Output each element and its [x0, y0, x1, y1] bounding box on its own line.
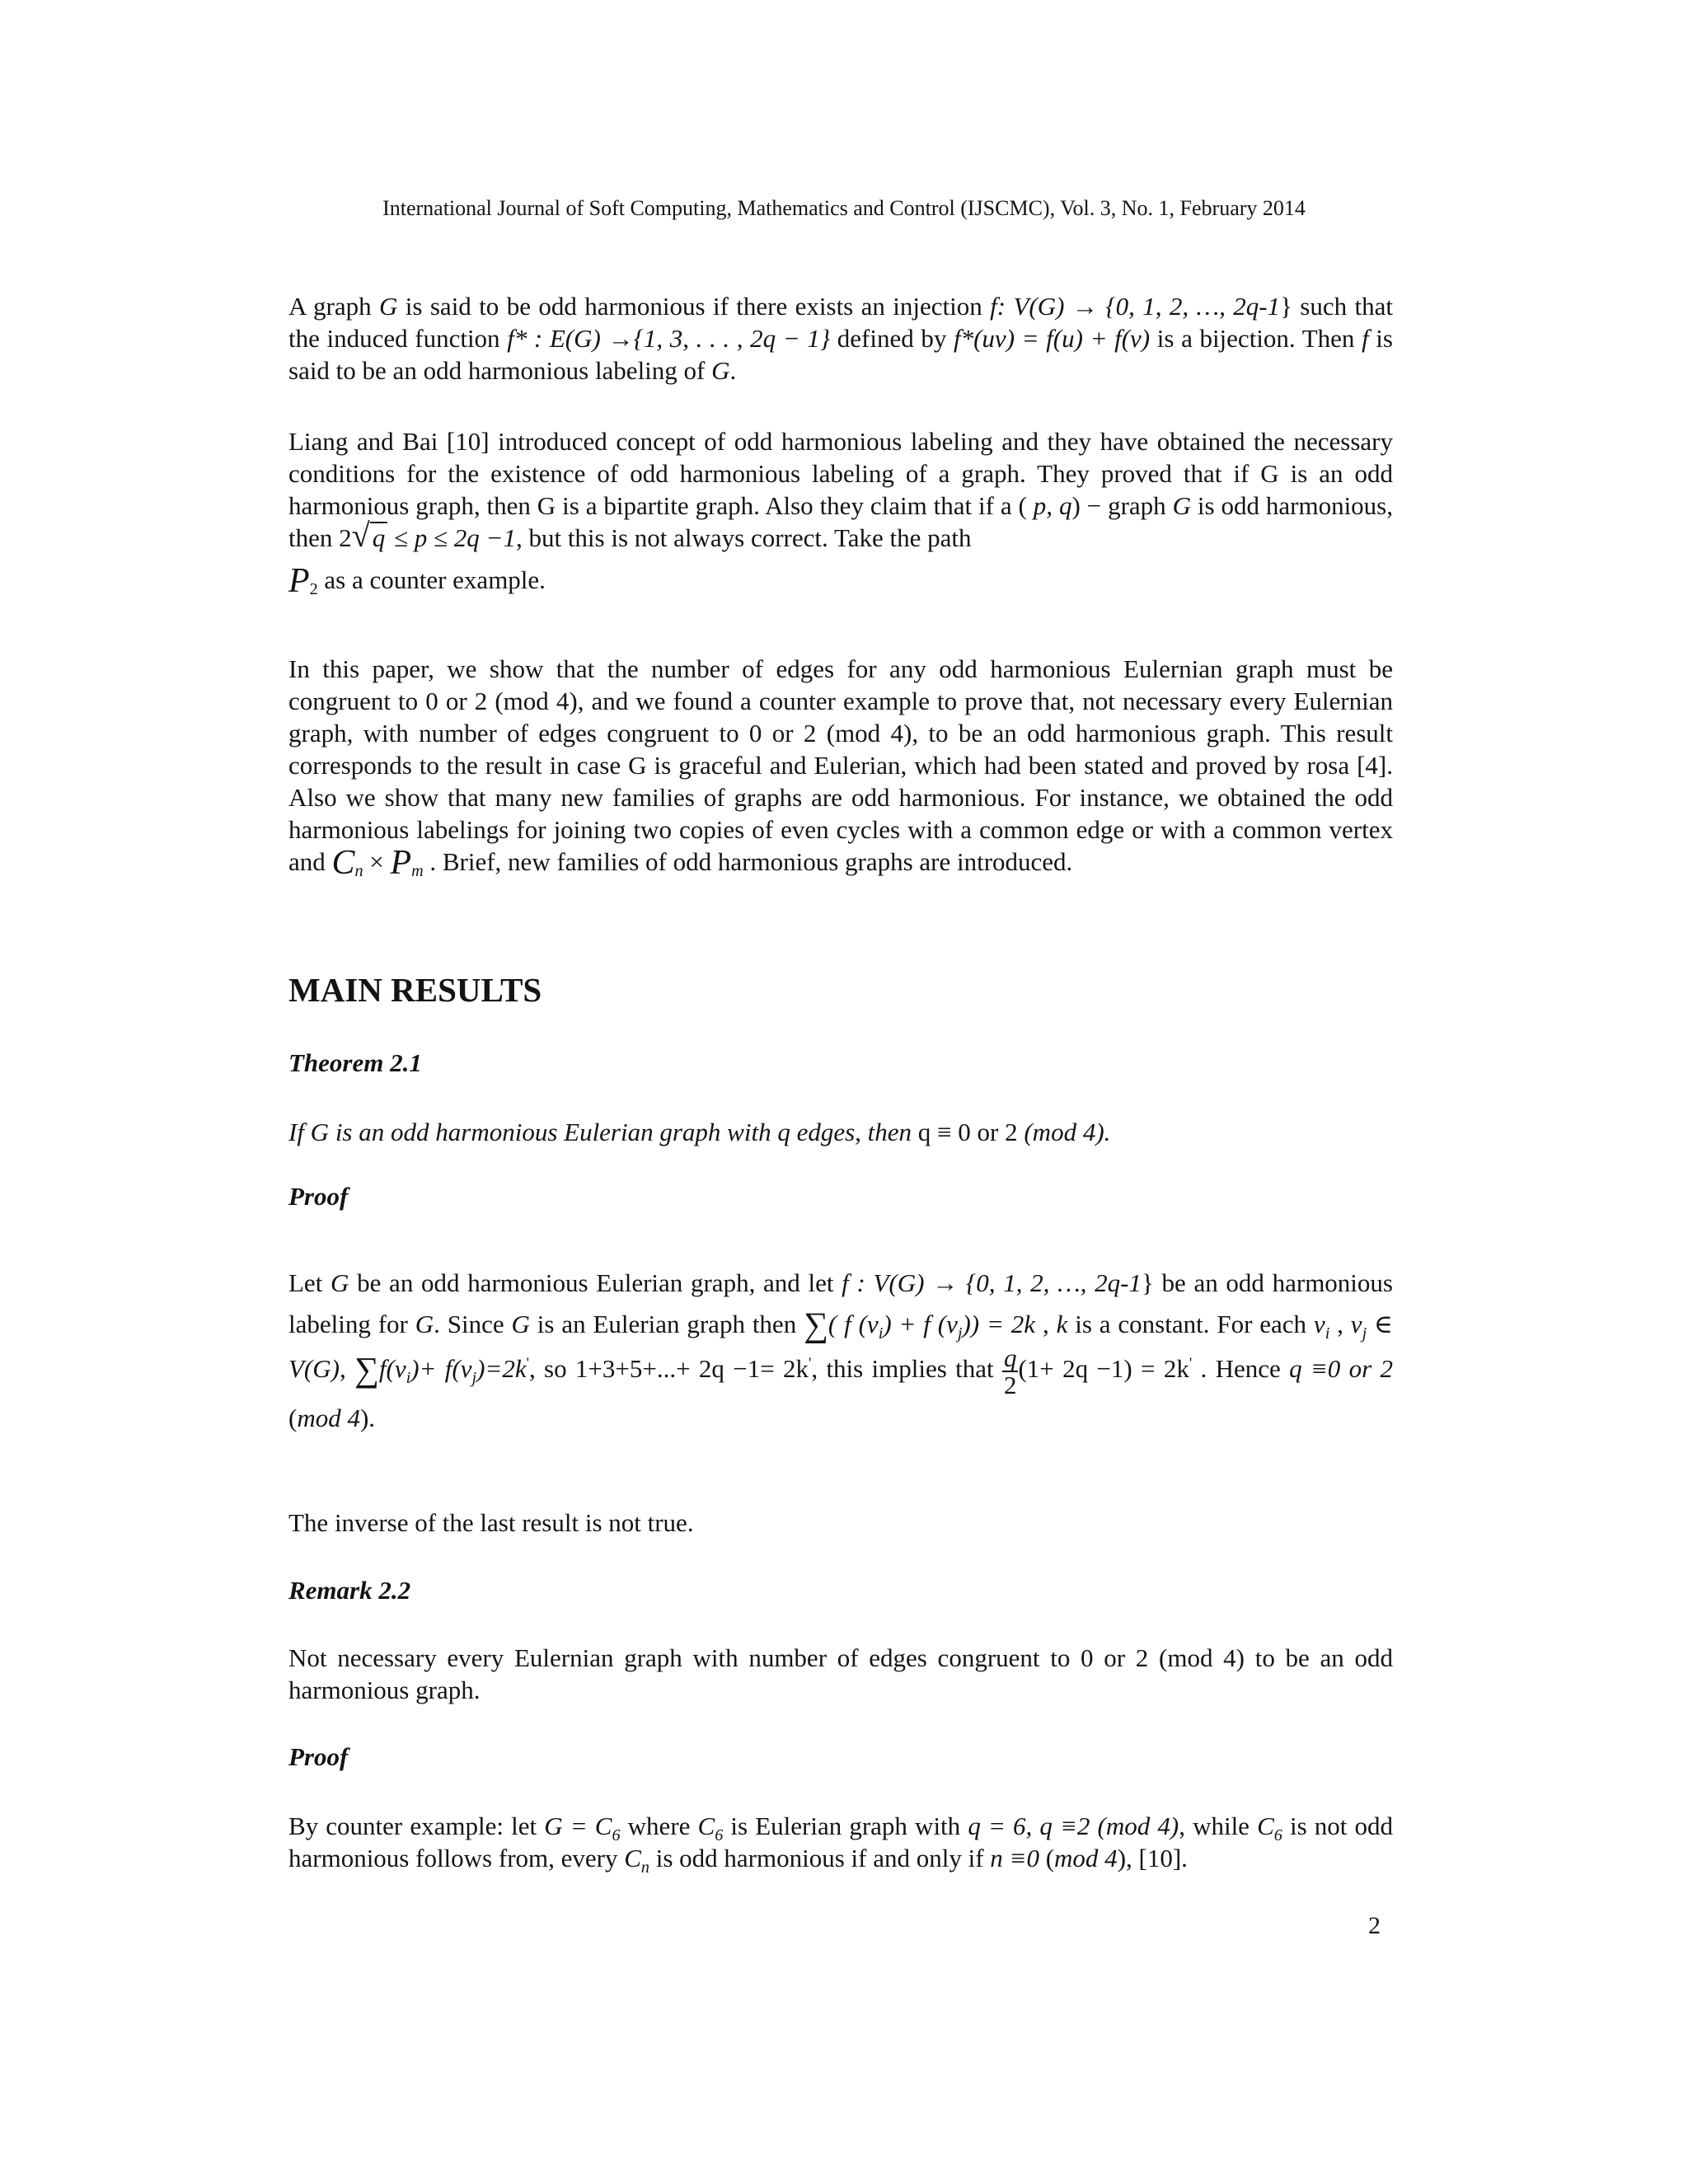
sqrt-inequality: 2√q ≤ p ≤ 2q −1: [339, 517, 516, 554]
remark-title: Remark 2.2: [288, 1576, 411, 1605]
definition-paragraph: A graph G is said to be odd harmonious if there exists an injection f: V(G) → {0, 1, 2, …, 2q-1} such that the induced function f* : E(G) →{1, 3, . . . , 2q − 1} defined by f*(uv) = f(u) + f(v) is a bijection. Then f is said to be an odd harmonious labeling of G.: [288, 292, 1393, 385]
remark-statement: Not necessary every Eulernian graph with number of edges congruent to 0 or 2 (mod 4) to be an odd harmonious graph.: [288, 1643, 1393, 1704]
proof-paragraph-1: Let G be an odd harmonious Eulerian graph, and let f : V(G) → {0, 1, 2, …, 2q-1} be an odd harmonious labeling for G. Since G is an Eulerian graph then ∑( f $(v_i) + f$ $(v_j)) = 2k$ , k is a constant. For each $v_i$ , $v_j$ ∈ V(G), $\sum f(v_i)+ f(v_j)=2k'$, so 1+3+5+...+ 2q −1= 2k', this implies that $\frac{q}{2}$ (1+ 2q −1) = 2k' . Hence q ≡0 or 2 (mod 4).: [288, 1268, 1393, 1432]
proof-title-2: Proof: [288, 1742, 349, 1771]
inverse-statement: The inverse of the last result is not true.: [288, 1508, 694, 1537]
proof-title-1: Proof: [288, 1182, 349, 1211]
page-number: 2: [1368, 1912, 1381, 1939]
intro-paragraph: In this paper, we show that the number of edges for any odd harmonious Eulernian graph must be congruent to 0 or 2 (mod 4), and we found a counter example to prove that, not necessary every Eulernian graph, with number of edges congruent to 0 or 2 (mod 4), to be an odd harmonious graph. This result corresponds to the result in case G is graceful and Eulerian, which had been stated and proved by rosa [4]. Also we show that many new families of graphs are odd harmonious. For instance, we obtained the odd harmonious labelings for joining two copies of even cycles with a common edge or with a common vertex and $C_n \times P_m$ . Brief, new families of odd harmonious graphs are introduced.: [288, 654, 1393, 883]
liang-bai-paragraph: Liang and Bai [10] introduced concept of odd harmonious labeling and they have obtained the necessary conditions for the existence of odd harmonious labeling of a graph. They proved that if G is an odd harmonious graph, then G is a bipartite graph. Also they claim that if a ( p, q) − graph G is odd harmonious, then 2√q ≤ p ≤ 2q −1, but this is not always correct. Take the path $P_2$ as a counter example.: [288, 427, 1393, 601]
journal-header: International Journal of Soft Computing, Mathematics and Control (IJSCMC), Vol. 3, No. 1, February 2014: [382, 196, 1306, 220]
proof-paragraph-2: By counter example: let $G = C_6$ where $C_6$ is Eulerian graph with q = 6, q ≡2 (mod 4), while $C_6$ is not odd harmonious follows from, every $C_n$ is odd harmonious if and only if n ≡0 (mod 4), [10].: [288, 1811, 1393, 1877]
theorem-title: Theorem 2.1: [288, 1048, 422, 1077]
theorem-statement: If G is an odd harmonious Eulerian graph with q edges, then q ≡ 0 or 2 (mod 4).: [288, 1118, 1111, 1146]
fraction-q-over-2: $\frac{q}{2}$: [1003, 1343, 1017, 1399]
section-heading: MAIN RESULTS: [288, 971, 542, 1009]
